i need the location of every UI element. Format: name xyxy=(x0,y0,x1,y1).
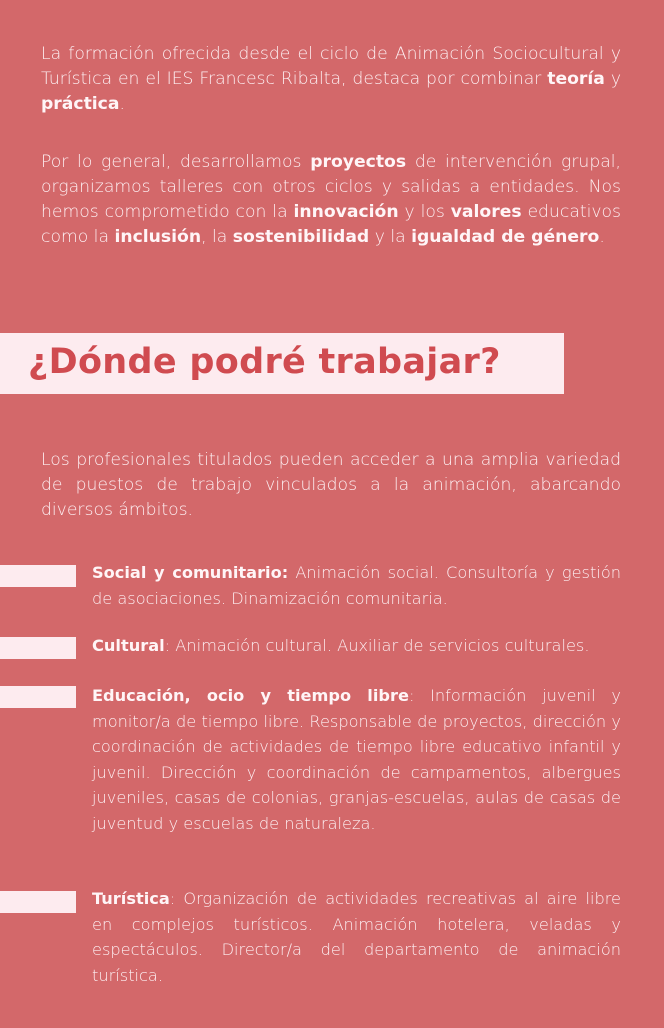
intro-text: y la xyxy=(369,227,412,247)
intro-text: La formación ofrecida desde el ciclo de Animación Sociocultural y Turística en el IES Francesc Ribalta, destaca por combinar xyxy=(41,44,621,89)
list-item-title: Turística xyxy=(92,889,170,908)
intro-text: . xyxy=(119,94,125,114)
list-item-educacion xyxy=(92,683,621,836)
intro-text: educativos como la xyxy=(41,202,622,247)
list-item-text: : Animación cultural. Auxiliar de servicios culturales. xyxy=(164,636,590,655)
bullet-bar-icon xyxy=(0,565,76,587)
highlight-igualdad: igualdad de género xyxy=(411,227,600,247)
list-item-title: Cultural xyxy=(92,636,165,655)
list-item-title: Educación, ocio y tiempo libre xyxy=(92,686,409,705)
intro-text: , la xyxy=(201,227,233,247)
section-heading: ¿Dónde podré trabajar? xyxy=(28,342,501,382)
bullet-bar-icon xyxy=(0,891,76,913)
highlight-valores: valores xyxy=(450,202,522,222)
intro-paragraph-1 xyxy=(41,42,621,117)
intro-text: y los xyxy=(398,202,451,222)
bullet-bar-icon xyxy=(0,686,76,708)
highlight-proyectos: proyectos xyxy=(310,152,407,172)
intro-text: de intervención grupal, organizamos talleres con otros ciclos y salidas a entidades. Nos hemos comprometido con la xyxy=(41,152,621,222)
list-item-text: : Organización de actividades recreativas al aire libre en complejos turísticos. Animación hotelera, veladas y espectáculos. Director/a del departamento de animación turística. xyxy=(92,889,621,985)
highlight-teoria: teoría xyxy=(547,69,605,89)
intro-text: . xyxy=(599,227,605,247)
list-item-cultural xyxy=(92,633,621,659)
intro-text: Por lo general, desarrollamos xyxy=(41,152,311,172)
bullet-bar-icon xyxy=(0,637,76,659)
intro-text: y xyxy=(604,69,621,89)
list-item-turistica xyxy=(92,886,621,988)
highlight-inclusion: inclusión xyxy=(114,227,202,247)
highlight-innovacion: innovación xyxy=(293,202,399,222)
list-item-title: Social y comunitario: xyxy=(92,563,289,582)
section-heading-banner xyxy=(0,333,564,394)
list-item-text: Animación social. Consultoría y gestión de asociaciones. Dinamización comunitaria. xyxy=(92,563,622,608)
highlight-practica: práctica xyxy=(41,94,120,114)
list-item-social xyxy=(92,560,621,611)
section-intro-paragraph: Los profesionales titulados pueden acceder a una amplia variedad de puestos de trabajo vinculados a la animación, abarcando diversos ámbitos. xyxy=(41,450,621,520)
list-item-text: : Información juvenil y monitor/a de tiempo libre. Responsable de proyectos, dirección y coordinación de actividades de tiempo libre educativo infantil y juvenil. Dirección y coordinación de campamentos, albergues juveniles, casas de colonias, granjas-escuelas, aulas de casas de juventud y escuelas de naturaleza. xyxy=(92,686,621,833)
intro-paragraph-2 xyxy=(41,150,621,250)
highlight-sostenibilidad: sostenibilidad xyxy=(232,227,370,247)
